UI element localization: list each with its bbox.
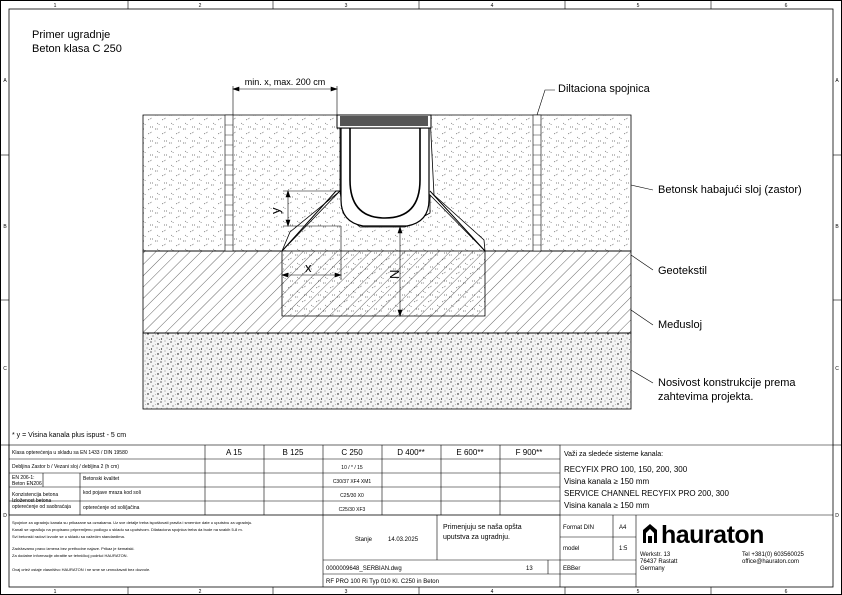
sheet-number: 13 xyxy=(526,566,533,572)
load-class-f900: F 900** xyxy=(515,448,543,457)
hauraton-logo xyxy=(643,521,764,549)
table-row2-label: Debljina Zastor b / Vezani sloj / debljina 2 (h cm) xyxy=(12,464,119,470)
table-row3h: opterećenje od saobraćaja xyxy=(12,504,71,510)
load-class-a15: A 15 xyxy=(225,448,243,457)
row-marker: C xyxy=(3,366,7,372)
address-line: 76437 Rastatt xyxy=(640,559,678,565)
cross-section xyxy=(143,77,631,409)
load-class-d400: D 400** xyxy=(397,448,425,457)
systems-title: Važi za sledeće sisteme kanala: xyxy=(564,451,664,458)
email: office@hauraton.com xyxy=(742,559,800,565)
drainage-channel xyxy=(341,128,429,226)
table-row3d: Konzistencija betona xyxy=(12,492,59,498)
dimension-n-label: N xyxy=(387,269,402,279)
col-marker: 5 xyxy=(636,3,640,9)
table-row3f: kod pojave mraza kod soli xyxy=(83,490,141,496)
title-block-notes xyxy=(12,520,252,572)
systems-line: Visina kanala ≥ 150 mm xyxy=(564,477,650,486)
row-marker: B xyxy=(3,224,7,230)
load-class-e600: E 600** xyxy=(456,448,484,457)
footer-description: RF PRO 100 Ri Typ 010 Kl. C250 in Beton xyxy=(326,579,439,585)
table-header-label: Klasa opterećenja u skladu sa EN 1433 / DIN 19580 xyxy=(12,450,128,456)
col-marker: 6 xyxy=(784,3,788,9)
row-marker: D xyxy=(835,513,839,519)
status-date: 14.03.2025 xyxy=(388,537,419,543)
dimension-y-label: y xyxy=(268,207,283,214)
table-row3b: Beton EN206 xyxy=(12,481,42,487)
col-marker: 4 xyxy=(490,589,494,595)
model-value: 1:5 xyxy=(619,546,628,552)
table-row3e: Izloženost betona xyxy=(12,498,52,504)
row-marker: D xyxy=(3,513,7,519)
revision: EBBer xyxy=(563,566,581,572)
subgrade-layer xyxy=(143,333,631,409)
footnote: * y = Visina kanala plus ispust - 5 cm xyxy=(12,432,127,439)
c250-value: C25/30 X0 xyxy=(340,493,364,499)
row-marker: A xyxy=(835,78,839,84)
table-row3c: Betonski kvalitet xyxy=(83,476,120,482)
drawing-title-line1: Primer ugradnje xyxy=(32,29,111,41)
model-label: model xyxy=(563,546,580,552)
col-marker: 2 xyxy=(198,3,202,9)
note: Za dodatne informacije obratite se tehničkoj podršci HAURATON. xyxy=(12,553,128,558)
col-marker: 1 xyxy=(53,3,57,9)
c250-value: 10 / * / 15 xyxy=(341,465,363,471)
drawing-number: 0000009648_SERBIAN.dwg xyxy=(326,566,402,572)
note: Ovaj crtež ostaje vlasništvo HAURATON i ne sme se umnožavati bez dozvole. xyxy=(12,567,151,572)
address-line: Germany xyxy=(640,566,665,572)
applies-note-2: uputstva za ugradnju. xyxy=(443,534,510,541)
callout-wearing-layer: Betonsk habajući sloj (zastor) xyxy=(658,184,802,196)
callout-geotextile: Geotekstil xyxy=(658,265,707,277)
systems-line: RECYFIX PRO 100, 150, 200, 300 xyxy=(564,465,688,474)
expansion-joint-right xyxy=(533,115,541,251)
address-line: Werkstr. 13 xyxy=(640,552,671,558)
dimension-width-label: min. x, max. 200 cm xyxy=(244,77,326,87)
status-label: Stanje xyxy=(355,537,373,543)
table-row3g: opterećenje od soli/jačina xyxy=(83,505,140,511)
load-class-c250: C 250 xyxy=(341,448,363,457)
col-marker: 2 xyxy=(198,589,202,595)
format-label: Format DIN xyxy=(563,525,595,531)
note: Svi betonski radovi izvode se u skladu sa važećim standardima. xyxy=(12,534,125,539)
callout-subgrade-2: zahtevima projekta. xyxy=(658,391,754,403)
callout-interlayer: Međusloj xyxy=(658,319,703,331)
drawing-title-line2: Beton klasa C 250 xyxy=(32,43,122,55)
callout-joint: Diltaciona spojnica xyxy=(558,83,650,95)
dimension-x-label: x xyxy=(305,260,312,275)
col-marker: 1 xyxy=(53,589,57,595)
note: Zadržavamo pravo izmena bez prethodne najave. Prikaz je šematski. xyxy=(12,546,135,551)
table-row3a: EN 206-1: xyxy=(12,475,35,481)
row-marker: C xyxy=(835,366,839,372)
expansion-joint-left xyxy=(225,115,233,251)
c250-value: C25/30 XF3 xyxy=(338,507,366,513)
col-marker: 5 xyxy=(636,589,640,595)
row-marker: A xyxy=(3,78,7,84)
dimension-width xyxy=(233,86,337,115)
col-marker: 3 xyxy=(344,3,348,9)
systems-line: Visina kanala ≥ 150 mm xyxy=(564,501,650,510)
col-marker: 6 xyxy=(784,589,788,595)
systems-line: SERVICE CHANNEL RECYFIX PRO 200, 300 xyxy=(564,489,729,498)
row-marker: B xyxy=(835,224,839,230)
logo-wordmark: hauraton xyxy=(661,521,764,549)
note: Spojnice za ugradnju kanala su prikazane sa oznakama. Uz sve detalje treba ispoštovati pravila i smernice date u uputstvu za ugradnju. xyxy=(12,520,253,525)
load-class-b125: B 125 xyxy=(282,448,304,457)
col-marker: 3 xyxy=(344,589,348,595)
col-marker: 4 xyxy=(490,3,494,9)
phone: Tel +381(0) 603560025 xyxy=(742,552,804,558)
load-class-headers xyxy=(226,448,542,457)
c250-value: C30/37 XF4 XM1 xyxy=(332,479,372,485)
format-value: A4 xyxy=(619,525,627,531)
note: Kanali se ugrađuju na propisano pripremljenu podlogu u skladu sa uputstvom. Dilataciona spojnica treba da bude na svakih 5-8 m. xyxy=(12,527,243,532)
applies-note: Primenjuju se naša opšta xyxy=(443,524,522,531)
c250-values xyxy=(333,465,372,513)
callout-subgrade: Nosivost konstrukcije prema xyxy=(658,377,796,389)
